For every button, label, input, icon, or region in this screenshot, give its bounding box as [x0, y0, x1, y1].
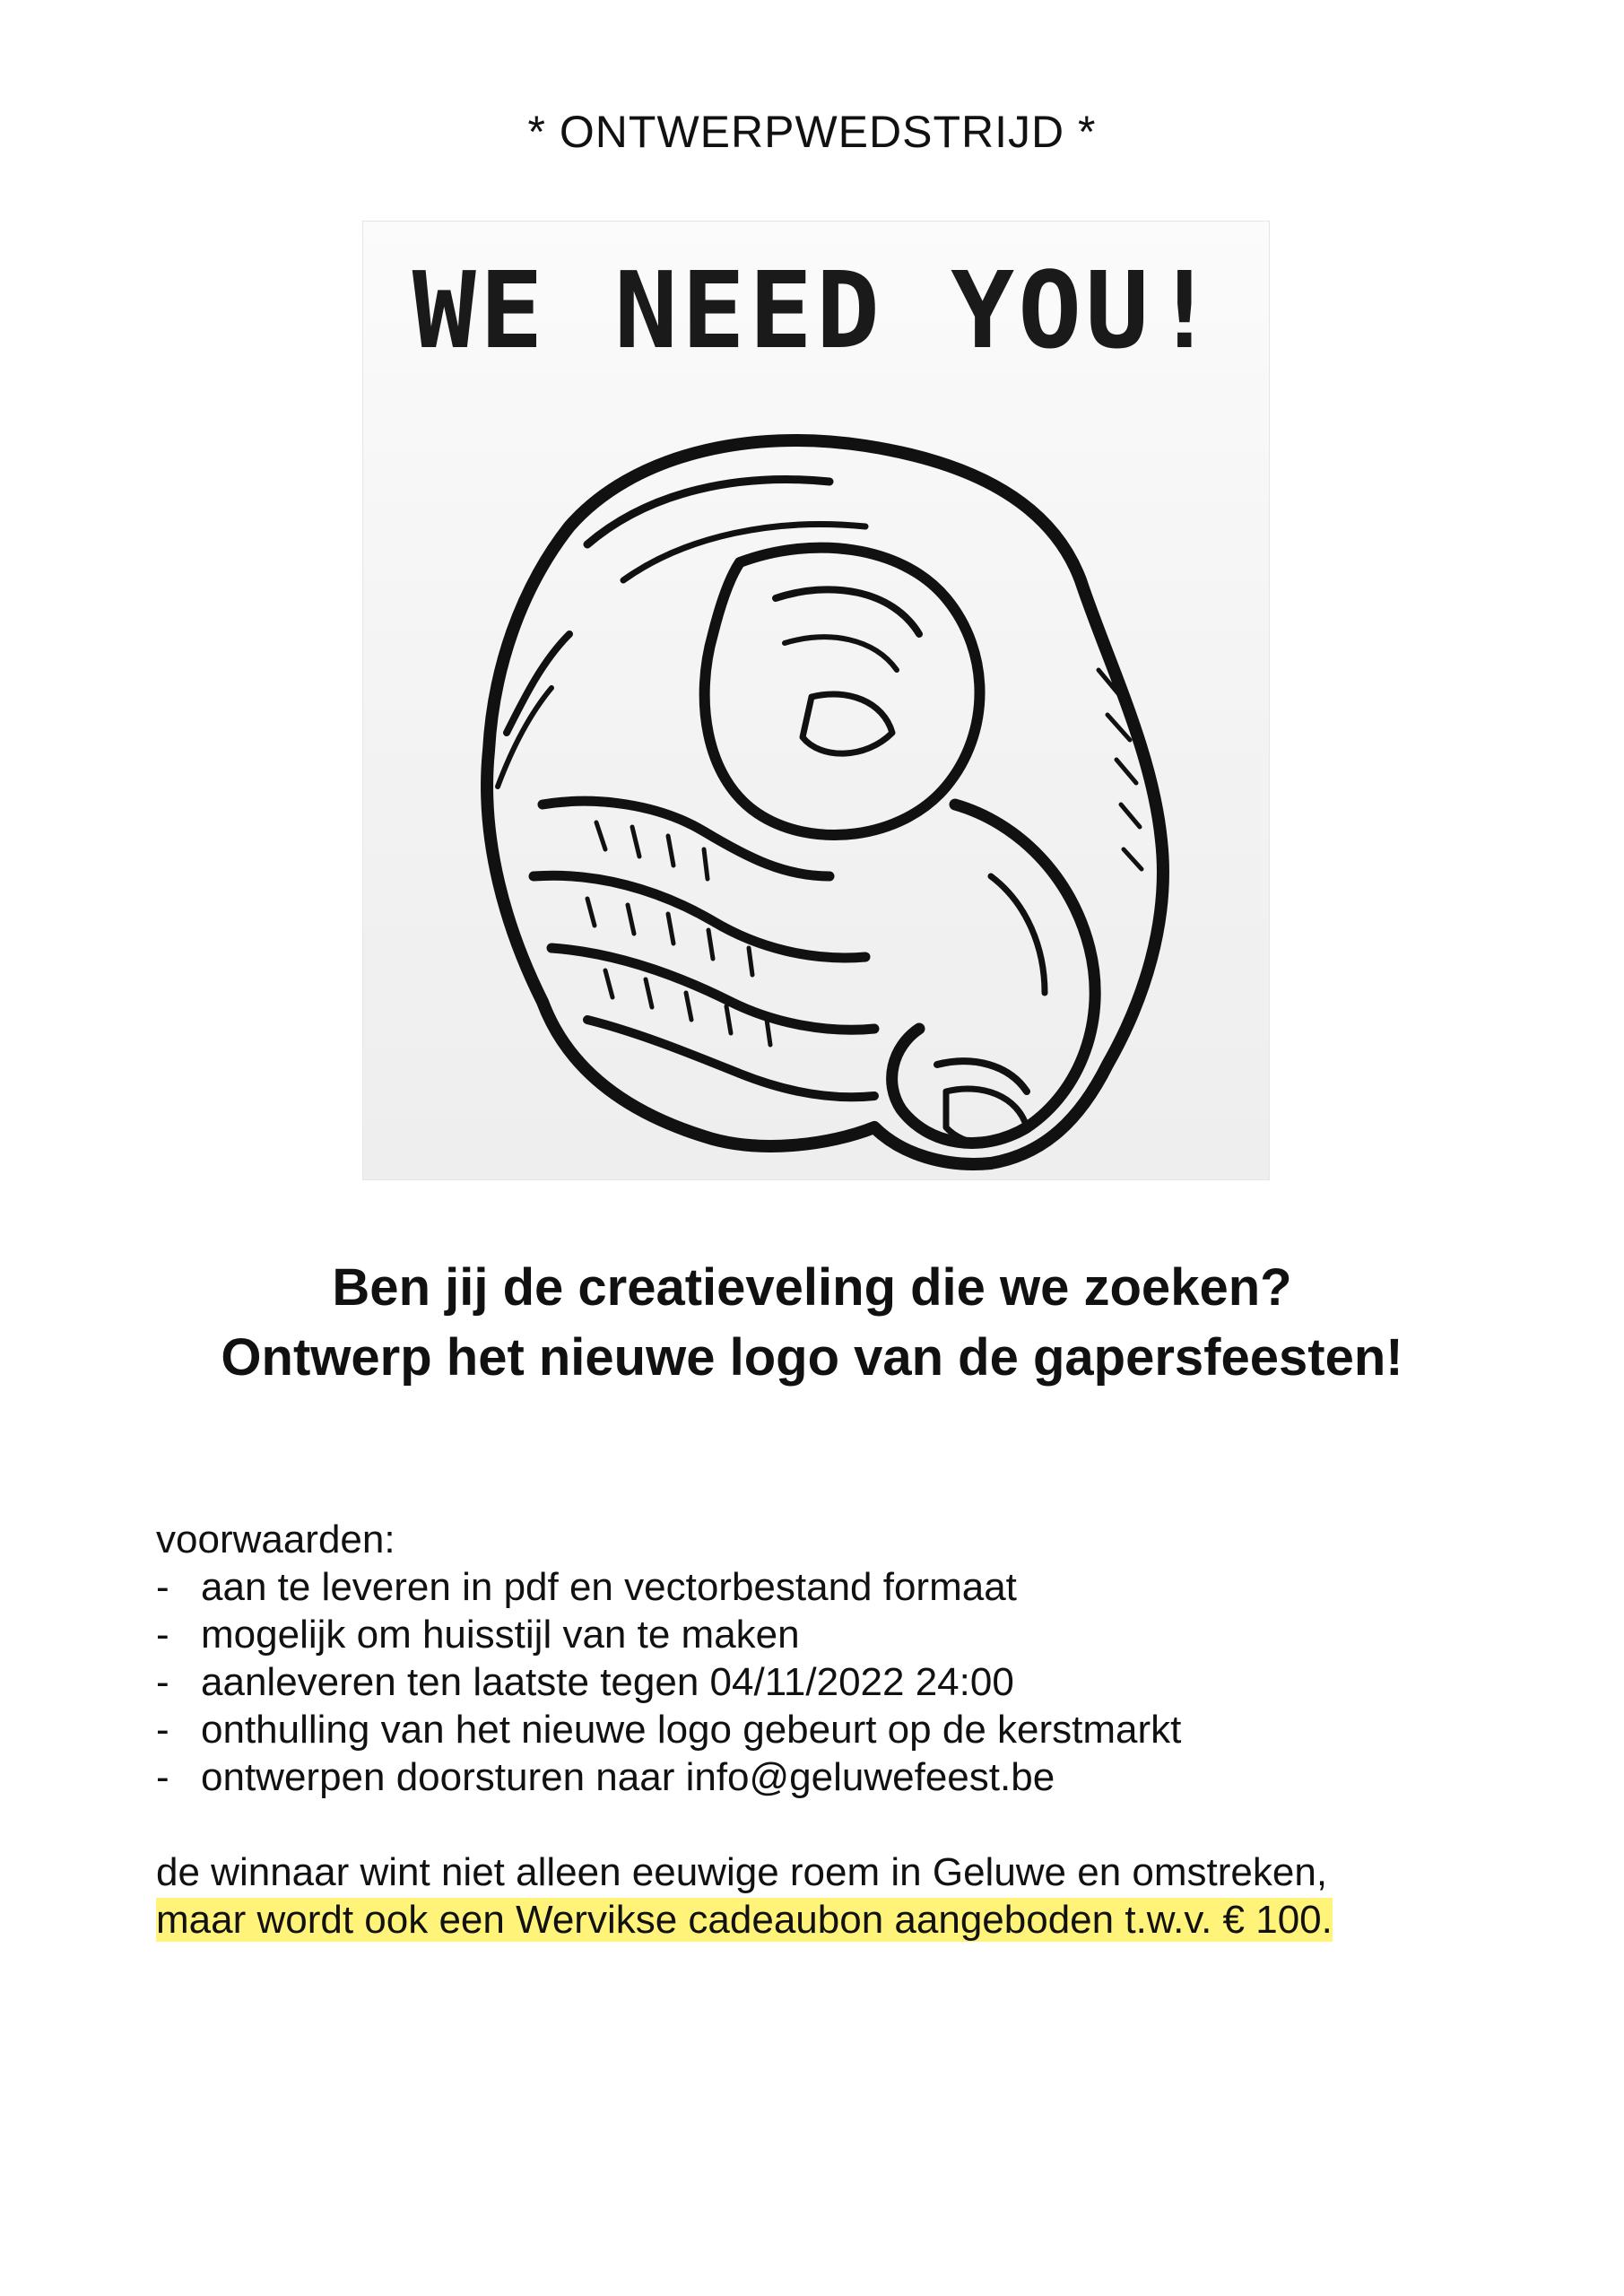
pointing-fist-icon: [363, 374, 1271, 1181]
prize-line-2: [156, 1896, 1501, 1944]
spacer: [156, 1801, 1501, 1848]
bullet-dash: -: [156, 1708, 169, 1752]
bullet-dash: -: [156, 1755, 169, 1799]
conditions-label: voorwaarden:: [156, 1518, 395, 1561]
condition-text: mogelijk om huisstijl van te maken: [201, 1613, 800, 1657]
conditions-list: [156, 1563, 1501, 1801]
bullet-dash: -: [156, 1660, 169, 1704]
poster-heading: WE NEED YOU!: [412, 248, 1220, 372]
list-item: [156, 1706, 1501, 1753]
prize-line-1: de winnaar wint niet alleen eeuwige roem in Geluwe en omstreken,: [156, 1850, 1328, 1894]
list-item: [156, 1611, 1501, 1658]
page-title: * ONTWERPWEDSTRIJD *: [527, 107, 1097, 157]
condition-text: ontwerpen doorsturen naar info@geluwefeest.be: [201, 1755, 1055, 1799]
bullet-dash: -: [156, 1565, 169, 1609]
bullet-dash: -: [156, 1613, 169, 1657]
headline-question: Ben jij de creatieveling die we zoeken?: [332, 1258, 1292, 1317]
prize-highlight: maar wordt ook een Wervikse cadeaubon aangeboden t.w.v. € 100.: [156, 1898, 1333, 1942]
conditions-section: [156, 1516, 1501, 1944]
condition-text: aanleveren ten laatste tegen 04/11/2022 24:00: [201, 1660, 1014, 1704]
condition-text: onthulling van het nieuwe logo gebeurt op de kerstmarkt: [201, 1708, 1182, 1752]
list-item: [156, 1563, 1501, 1611]
headline-call-to-action: Ontwerp het nieuwe logo van de gapersfeesten!: [221, 1328, 1403, 1387]
we-need-you-poster: [362, 221, 1270, 1180]
list-item: [156, 1658, 1501, 1706]
condition-text: aan te leveren in pdf en vectorbestand formaat: [201, 1565, 1017, 1609]
list-item: [156, 1753, 1501, 1801]
